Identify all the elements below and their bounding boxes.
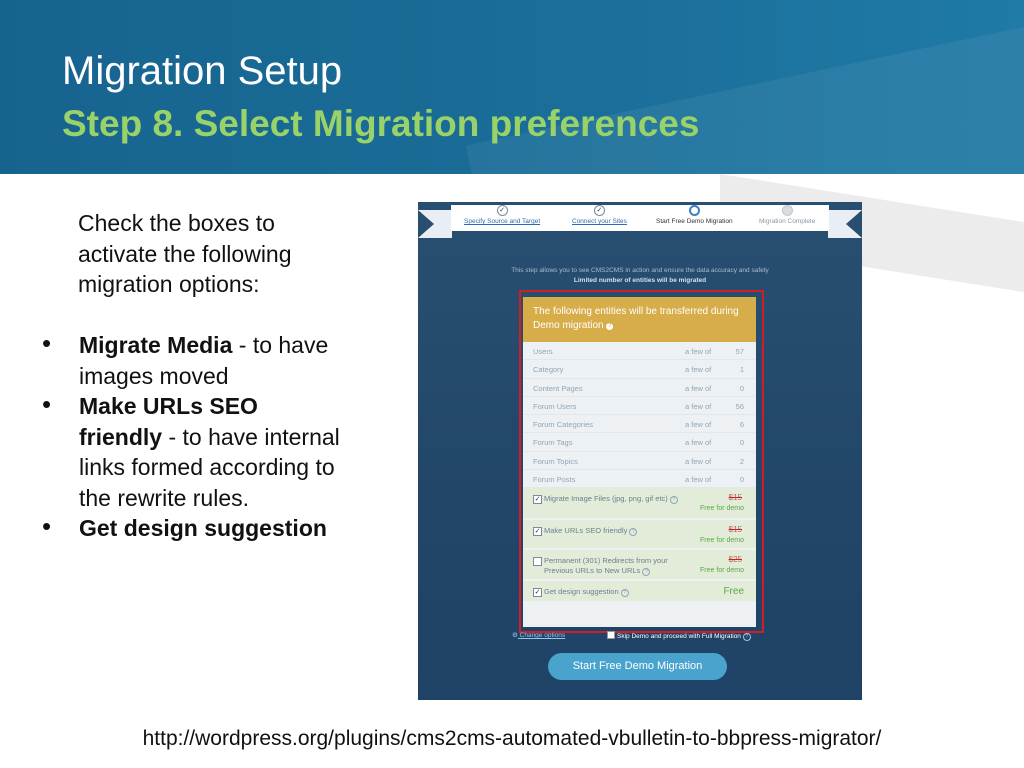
plugin-url[interactable]: http://wordpress.org/plugins/cms2cms-automated-vbulletin-to-bbpress-migrator/ — [142, 727, 882, 750]
entity-qualifier: a few of — [685, 438, 712, 448]
entity-name: Content Pages — [533, 383, 583, 393]
info-text: This step allows you to see CMS2CMS in action and ensure the data accuracy and safety — [511, 267, 769, 274]
entity-row — [523, 342, 756, 360]
entity-qualifier: a few of — [685, 347, 712, 356]
entity-row — [523, 433, 756, 451]
entity-name: Users — [533, 347, 553, 356]
step-specify-source[interactable]: ✓ Specify Source and Target — [464, 207, 541, 225]
option-label-text: Make URLs SEO friendly — [544, 526, 628, 536]
ribbon-tail-left — [418, 210, 452, 238]
entity-qualifier: a few of — [685, 365, 712, 375]
bullet-icon: • — [42, 511, 52, 541]
bullet-icon: • — [42, 389, 52, 419]
entity-name: Forum Users — [533, 401, 577, 411]
start-demo-button[interactable]: Start Free Demo Migration — [548, 653, 727, 680]
slide-header — [0, 0, 1024, 174]
option-free-label: Free for demo — [700, 537, 744, 545]
bullet-text: - to have images moved — [79, 332, 329, 389]
option-label-text: Get design suggestion — [544, 587, 619, 597]
help-icon[interactable]: ? — [608, 323, 612, 329]
entity-count: 0 — [739, 383, 744, 393]
entity-row — [523, 397, 756, 415]
entity-count: 57 — [735, 347, 744, 356]
option-label — [544, 587, 684, 597]
option-label-text: Permanent (301) Redirects from your Previous URLs to New URLs — [544, 556, 668, 576]
option-design-suggestion — [523, 581, 756, 603]
bullet-bold: Make URLs SEO friendly — [79, 393, 258, 450]
entity-qualifier: a few of — [685, 401, 712, 411]
option-price: $25 — [728, 555, 742, 565]
ribbon-tail-right — [828, 210, 862, 238]
entity-count: 2 — [739, 456, 744, 466]
bullet-item — [42, 391, 342, 513]
entity-row — [523, 360, 756, 378]
wizard-screenshot — [418, 202, 862, 700]
help-icon[interactable]: ? — [621, 589, 629, 597]
slide-title: Migration Setup — [62, 49, 343, 93]
entity-name: Forum Posts — [533, 475, 576, 485]
bullet-item — [42, 330, 342, 391]
skip-demo-option[interactable] — [607, 631, 751, 641]
entity-row — [523, 452, 756, 470]
option-label — [544, 494, 684, 504]
bullet-icon: • — [42, 328, 52, 358]
info-limit-text: Limited number of entities will be migrated — [573, 277, 707, 284]
help-icon[interactable]: ? — [629, 528, 637, 536]
entity-qualifier: a few of — [685, 475, 712, 485]
change-options-link[interactable] — [512, 631, 565, 639]
help-icon[interactable]: ? — [670, 496, 678, 504]
step-connect-sites[interactable]: ✓ Connect your Sites — [572, 207, 627, 225]
entity-count: 0 — [739, 475, 744, 485]
entity-name: Forum Categories — [533, 420, 594, 430]
check-icon: ✓ — [497, 205, 508, 216]
entity-count: 56 — [735, 401, 744, 411]
entity-count: 1 — [739, 365, 744, 375]
option-redirects — [523, 550, 756, 581]
entity-row — [523, 415, 756, 433]
entities-card — [523, 297, 756, 627]
card-heading-text: The following entities will be transferred during Demo migration — [533, 306, 739, 331]
card-heading — [523, 297, 756, 342]
entity-name: Forum Topics — [533, 456, 578, 466]
entity-row — [523, 470, 756, 488]
bullet-item — [42, 513, 342, 544]
step-migration-complete: Migration Complete — [759, 205, 815, 225]
entity-count: 0 — [739, 438, 744, 448]
bullet-text: - to have internal links formed according to the rewrite rules. — [79, 423, 340, 511]
option-seo-urls — [523, 520, 756, 550]
check-icon: ✓ — [594, 205, 605, 216]
entity-qualifier: a few of — [685, 420, 712, 430]
change-options-label: Change options — [519, 632, 566, 639]
step-start-demo: Start Free Demo Migration — [656, 205, 733, 225]
future-step-icon — [782, 205, 793, 216]
option-label — [544, 556, 684, 576]
intro-text: Check the boxes to activate the following migration options: — [78, 210, 292, 297]
help-icon[interactable]: ? — [743, 633, 751, 641]
checkbox-skip-demo[interactable] — [607, 631, 615, 639]
option-migrate-images — [523, 488, 756, 520]
gear-icon: ⚙ — [512, 632, 518, 639]
entity-row — [523, 379, 756, 397]
bullet-list — [42, 330, 342, 544]
checkbox-redirects[interactable] — [533, 557, 542, 566]
slide-subtitle: Step 8. Select Migration preferences — [62, 103, 700, 144]
header-decoration — [466, 0, 1024, 174]
entity-qualifier: a few of — [685, 383, 712, 393]
checkbox-design-suggestion[interactable]: ✓ — [534, 589, 541, 597]
option-label-text: Migrate Image Files (jpg, png, gif etc) — [544, 494, 668, 504]
option-label — [544, 526, 684, 536]
entity-count: 6 — [739, 420, 744, 430]
option-free-label: Free for demo — [700, 505, 744, 513]
entity-name: Forum Tags — [533, 438, 573, 448]
option-free-label: Free for demo — [700, 567, 744, 575]
current-step-icon — [689, 205, 700, 216]
option-free-label: Free — [723, 586, 744, 598]
bullet-bold: Get design suggestion — [79, 515, 327, 541]
option-price: $15 — [728, 525, 742, 535]
entity-name: Category — [533, 365, 564, 375]
checkbox-migrate-images[interactable]: ✓ — [534, 496, 541, 504]
bullet-bold: Migrate Media — [79, 332, 233, 358]
help-icon[interactable]: ? — [642, 568, 650, 576]
entity-qualifier: a few of — [685, 456, 712, 466]
option-price: $15 — [728, 493, 742, 503]
checkbox-seo-urls[interactable]: ✓ — [534, 528, 541, 536]
skip-demo-label: Skip Demo and proceed with Full Migration — [617, 633, 741, 640]
